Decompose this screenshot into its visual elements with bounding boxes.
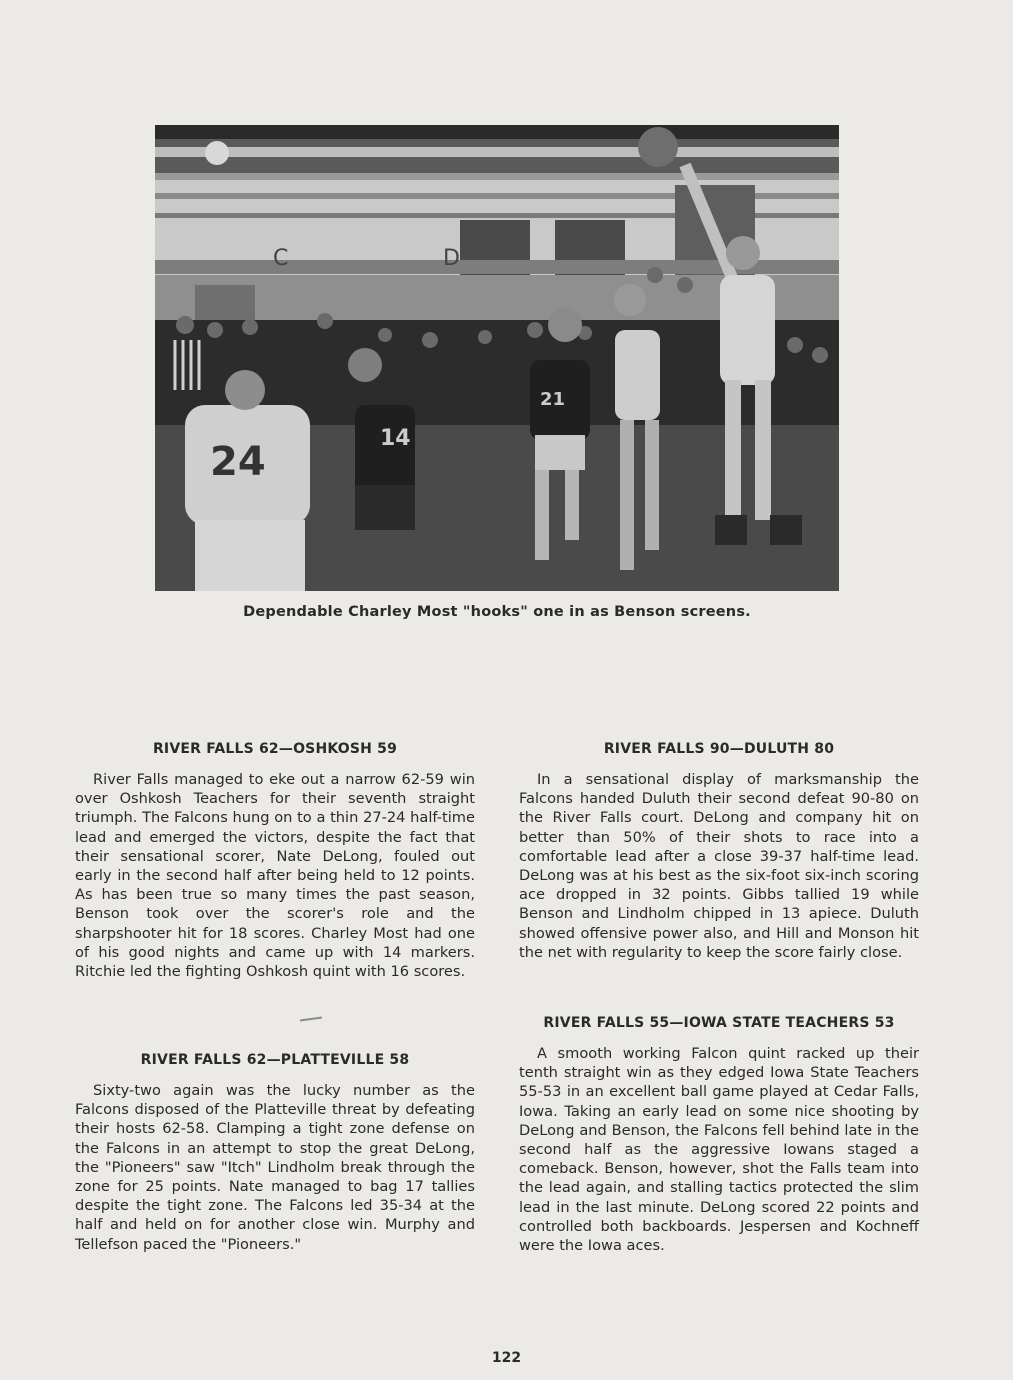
article-oshkosh	[75, 741, 475, 981]
article-heading: RIVER FALLS 55—IOWA STATE TEACHERS 53	[543, 1015, 895, 1031]
stray-mark	[300, 1016, 322, 1021]
article-body: Sixty-two again was the lucky number as the Falcons disposed of the Platteville threat by defeating their hosts 62-58. Clamping a tight zone defense on the Falcons in an attempt to stop the great DeLong, the "Pioneers" saw "Itch" Lindholm break through the zone for 25 points. Nate managed to bag 17 tallies despite the tight zone. The Falcons led 35-34 at the half and held on for another close win. Murphy and Tellefson paced the "Pioneers."	[75, 1082, 475, 1253]
basketball-icon	[638, 127, 678, 167]
jersey-number-24: 24	[210, 439, 266, 485]
article-heading: RIVER FALLS 62—PLATTEVILLE 58	[140, 1052, 410, 1068]
article-heading: RIVER FALLS 90—DULUTH 80	[603, 741, 835, 757]
article-iowa-state	[519, 1015, 919, 1255]
jersey-number-14: 14	[380, 426, 411, 451]
article-platteville	[75, 1052, 475, 1254]
article-body: River Falls managed to eke out a narrow 62-59 win over Oshkosh Teachers for their seventh straight triumph. The Falcons hung on to a thin 27-24 half-time lead and emerged the victors, despite the fact that their sensational scorer, Nate DeLong, fouled out early in the second half after being held to 12 points. As has been true so many times the past season, Benson took over the scorer's role and the sharpshooter hit for 18 scores. Charley Most had one of his good nights and came up with 14 markers. Ritchie led the fighting Oshkosh quint with 16 scores.	[75, 771, 475, 981]
article-duluth	[519, 741, 919, 962]
wall-letter-d: D	[443, 246, 460, 271]
jersey-number-21: 21	[540, 389, 566, 410]
photo-caption: Dependable Charley Most "hooks" one in as Benson screens.	[243, 604, 751, 620]
article-heading: RIVER FALLS 62—OSHKOSH 59	[152, 741, 398, 757]
basketball-photo	[155, 125, 839, 591]
wall-letter-c: C	[273, 246, 289, 271]
page-number: 122	[491, 1350, 522, 1366]
article-body: In a sensational display of marksmanship the Falcons handed Duluth their second defeat 90-80 on the River Falls court. DeLong and company hit on better than 50% of their shots to race into a comfortable lead after a close 39-37 half-time lead. DeLong was at his best as the six-foot six-inch scoring ace dropped in 32 points. Gibbs tallied 19 while Benson and Lindholm chipped in 13 apiece. Duluth showed offensive power also, and Hill and Monson hit the net with regularity to keep the score fairly close.	[519, 771, 919, 961]
article-body: A smooth working Falcon quint racked up their tenth straight win as they edged Iowa State Teachers 55-53 in an excellent ball game played at Cedar Falls, Iowa. Taking an early lead on some nice shooting by DeLong and Benson, the Falcons fell behind late in the second half as the aggressive Iowans staged a comeback. Benson, however, shot the Falls team into the lead again, and stalling tactics protected the slim lead in the last minute. DeLong scored 22 points and controlled both backboards. Jespersen and Kochneff were the Iowa aces.	[519, 1045, 919, 1255]
